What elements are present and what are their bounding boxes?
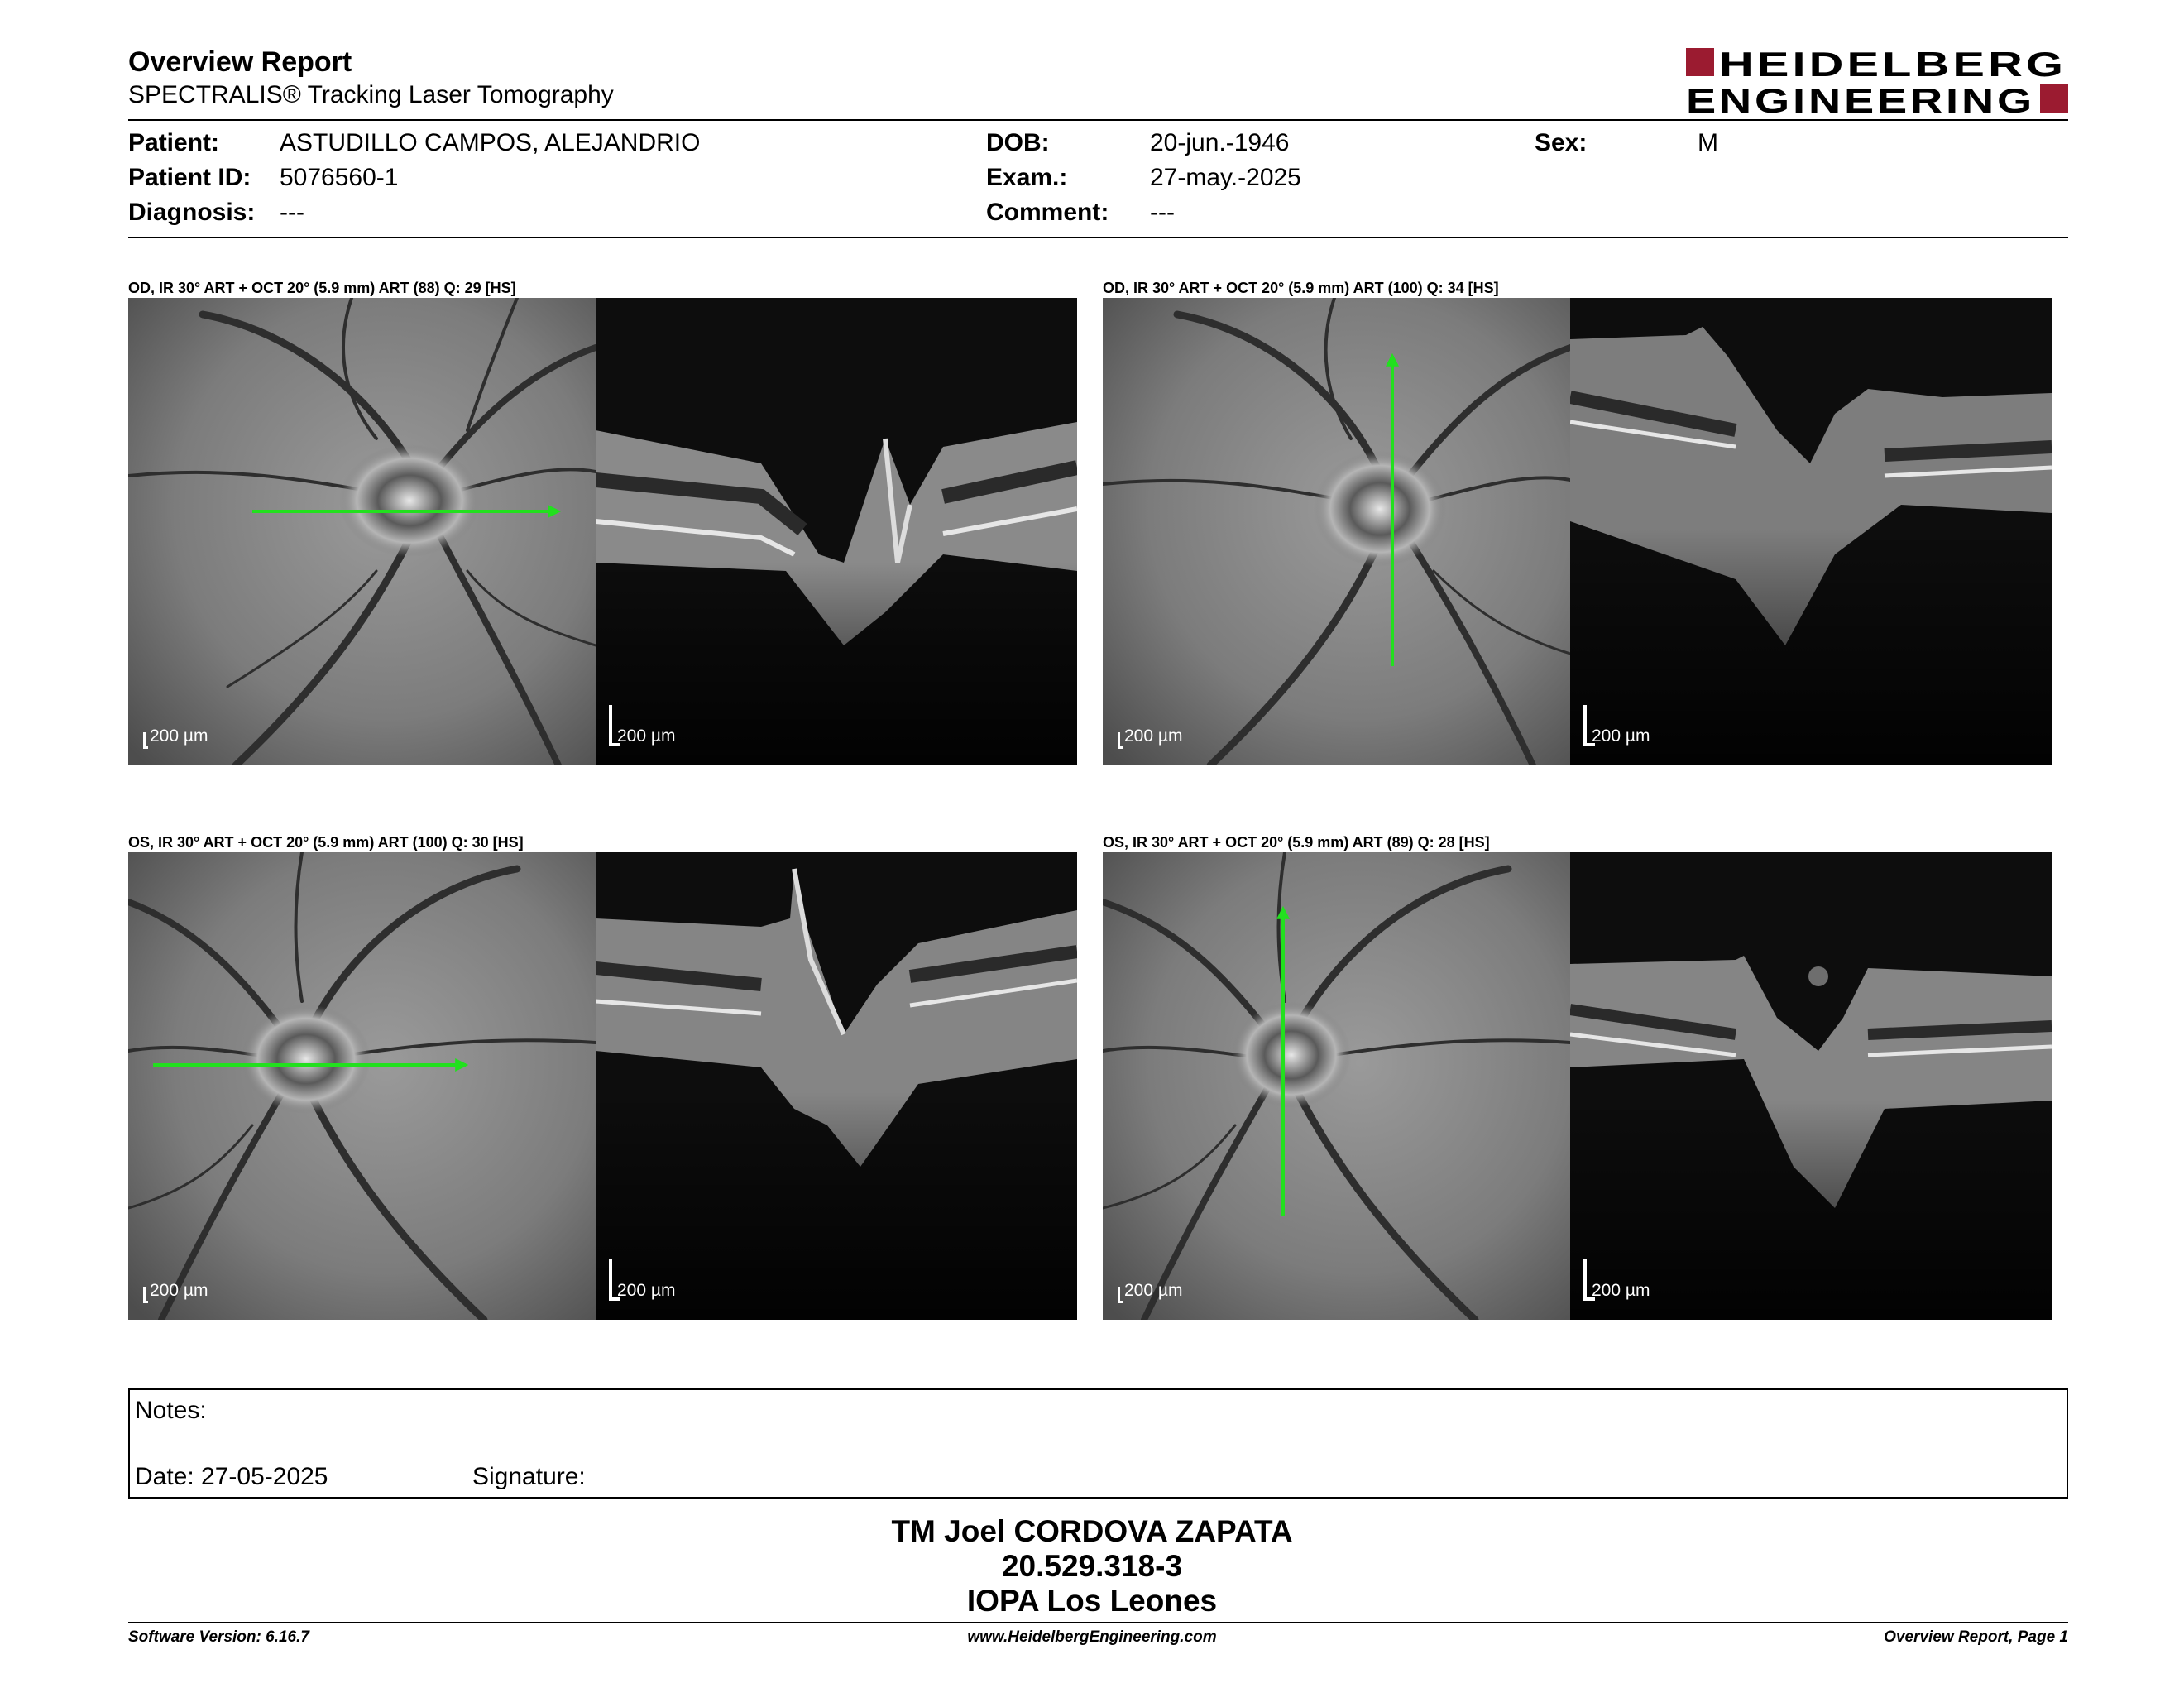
comment-label: Comment: [986, 199, 1109, 226]
oct-scale-label: 200 µm [1592, 1281, 1650, 1300]
footer-divider [128, 1622, 2068, 1623]
scale-bar-icon [1118, 732, 1123, 749]
header-divider [128, 119, 2068, 121]
patient-divider [128, 237, 2068, 238]
dob-value: 20-jun.-1946 [1150, 129, 1290, 156]
diagnosis-value: --- [280, 199, 304, 226]
sex-value: M [1698, 129, 1718, 156]
oct-svg [1570, 852, 2052, 1320]
ir-scale-label: 200 µm [150, 1281, 208, 1300]
software-version: Software Version: 6.16.7 [128, 1628, 309, 1646]
oct-svg [1570, 298, 2052, 765]
exam-label: Exam.: [986, 164, 1068, 191]
ir-fundus-image [128, 852, 596, 1320]
comment-value: --- [1150, 199, 1175, 226]
oct-bscan-image [596, 852, 1077, 1320]
report-title: Overview Report [128, 46, 352, 78]
date-label: Date: 27-05-2025 [135, 1463, 328, 1490]
patient-id-value: 5076560-1 [280, 164, 399, 191]
ir-fundus-image [1103, 852, 1570, 1320]
sex-label: Sex: [1535, 129, 1588, 156]
logo-line2: ENGINEERING [1686, 81, 2035, 117]
oct-svg [596, 298, 1077, 765]
diagnosis-label: Diagnosis: [128, 199, 256, 226]
scan-caption: OD, IR 30° ART + OCT 20° (5.9 mm) ART (88) Q: 29 [HS] [128, 280, 516, 296]
oct-scale-label: 200 µm [617, 727, 676, 746]
notes-box [128, 1388, 2068, 1499]
page-number: Overview Report, Page 1 [1884, 1628, 2068, 1646]
oct-bscan-image [1570, 298, 2052, 765]
patient-label: Patient: [128, 129, 220, 156]
ir-fundus-image [1103, 298, 1570, 765]
fundus-svg [128, 852, 596, 1320]
exam-value: 27-may.-2025 [1150, 164, 1301, 191]
scan-caption: OD, IR 30° ART + OCT 20° (5.9 mm) ART (100) Q: 34 [HS] [1103, 280, 1499, 296]
signatory-institution: IOPA Los Leones [966, 1584, 1218, 1618]
ir-scale-label: 200 µm [1124, 1281, 1183, 1300]
fundus-svg [1103, 852, 1570, 1320]
scale-bar-icon [1118, 1287, 1123, 1303]
patient-id-label: Patient ID: [128, 164, 251, 191]
oct-scale-label: 200 µm [1592, 727, 1650, 746]
fundus-svg [1103, 298, 1570, 765]
dob-label: DOB: [986, 129, 1050, 156]
signature-label: Signature: [472, 1463, 586, 1490]
report-subtitle: SPECTRALIS® Tracking Laser Tomography [128, 81, 614, 108]
oct-svg [596, 852, 1077, 1320]
oct-bscan-image [1570, 852, 2052, 1320]
fundus-svg [128, 298, 596, 765]
oct-bscan-image [596, 298, 1077, 765]
scale-bar-icon [143, 732, 148, 749]
notes-label: Notes: [135, 1397, 207, 1424]
ir-scale-label: 200 µm [1124, 727, 1183, 746]
signatory-rut: 20.529.318-3 [1001, 1549, 1183, 1583]
scan-caption: OS, IR 30° ART + OCT 20° (5.9 mm) ART (89) Q: 28 [HS] [1103, 834, 1490, 851]
scale-bar-icon [143, 1287, 148, 1303]
oct-scale-label: 200 µm [617, 1281, 676, 1300]
patient-name: ASTUDILLO CAMPOS, ALEJANDRIO [280, 129, 701, 156]
ir-fundus-image [128, 298, 596, 765]
scan-caption: OS, IR 30° ART + OCT 20° (5.9 mm) ART (100) Q: 30 [HS] [128, 834, 524, 851]
logo-line1: HEIDELBERG [1719, 46, 2067, 84]
ir-scale-label: 200 µm [150, 727, 208, 746]
website-link[interactable]: www.HeidelbergEngineering.com [967, 1628, 1217, 1646]
heidelberg-logo [1686, 46, 2068, 117]
signatory-name: TM Joel CORDOVA ZAPATA [891, 1514, 1293, 1548]
